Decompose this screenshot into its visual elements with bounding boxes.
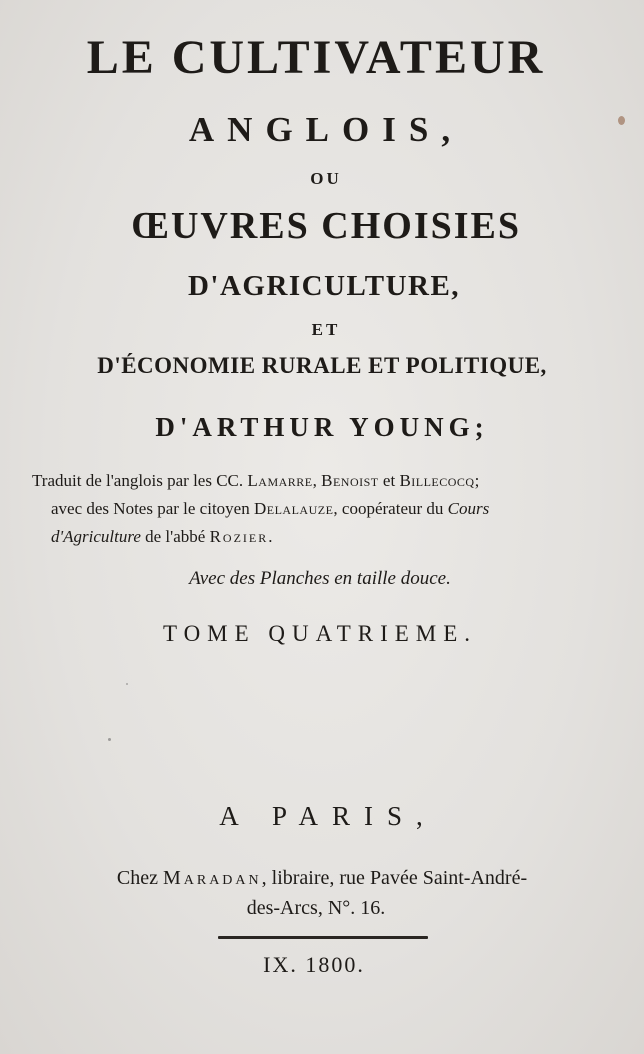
translators-end: ; <box>474 471 480 490</box>
translators-and: et <box>378 471 400 490</box>
author-rozier: Rozier <box>209 527 269 546</box>
publisher-line <box>0 868 644 888</box>
notes2-end: . <box>268 527 273 546</box>
notes-line-2 <box>51 528 273 545</box>
foxing-spot <box>108 738 111 741</box>
agriculture-italic: d'Agriculture <box>51 527 141 546</box>
title-line-economie-rurale: D'ÉCONOMIE RURALE ET POLITIQUE, <box>97 353 547 378</box>
translators-separator: , <box>312 471 322 490</box>
foxing-spot <box>126 683 128 685</box>
publisher-maradan: Maradan <box>162 867 262 889</box>
imprint-date: IX. 1800. <box>263 952 365 977</box>
title-line-le-cultivateur: LE CULTIVATEUR <box>86 31 546 84</box>
publisher-address: , libraire, rue Pavée Saint-André- <box>261 867 528 889</box>
author-line: D'ARTHUR YOUNG; <box>155 412 489 442</box>
plates-note: Avec des Planches en taille douce. <box>189 568 451 589</box>
title-line-oeuvres-choisies: ŒUVRES CHOISIES <box>130 205 522 247</box>
translators-prefix: Traduit de l'anglois par les CC. <box>32 471 248 490</box>
notes-line <box>51 500 489 517</box>
notes-prefix: avec des Notes par le citoyen <box>51 499 254 518</box>
notes-middle: , coopérateur du <box>333 499 448 518</box>
title-line-agriculture: D'AGRICULTURE, <box>187 270 461 302</box>
annotator-delalauze: Delalauze <box>253 499 334 518</box>
translator-billecocq: Billecocq <box>399 471 475 490</box>
horizontal-rule <box>218 936 428 939</box>
publisher-prefix: Chez <box>116 867 163 889</box>
foxing-spot <box>618 116 625 125</box>
conjunction-et: ET <box>311 320 341 339</box>
volume-label: TOME QUATRIEME. <box>162 621 478 646</box>
conjunction-ou: OU <box>310 169 342 188</box>
title-line-anglois: ANGLOIS, <box>188 110 464 149</box>
translator-benoist: Benoist <box>321 471 379 490</box>
imprint-place: A PARIS, <box>219 801 437 831</box>
translators-line <box>32 472 479 489</box>
translator-lamarre: Lamarre <box>247 471 313 490</box>
notes2-middle: de l'abbé <box>140 527 210 546</box>
publisher-address-line-2: des-Arcs, N°. 16. <box>246 897 386 919</box>
cours-italic: Cours <box>447 499 490 518</box>
